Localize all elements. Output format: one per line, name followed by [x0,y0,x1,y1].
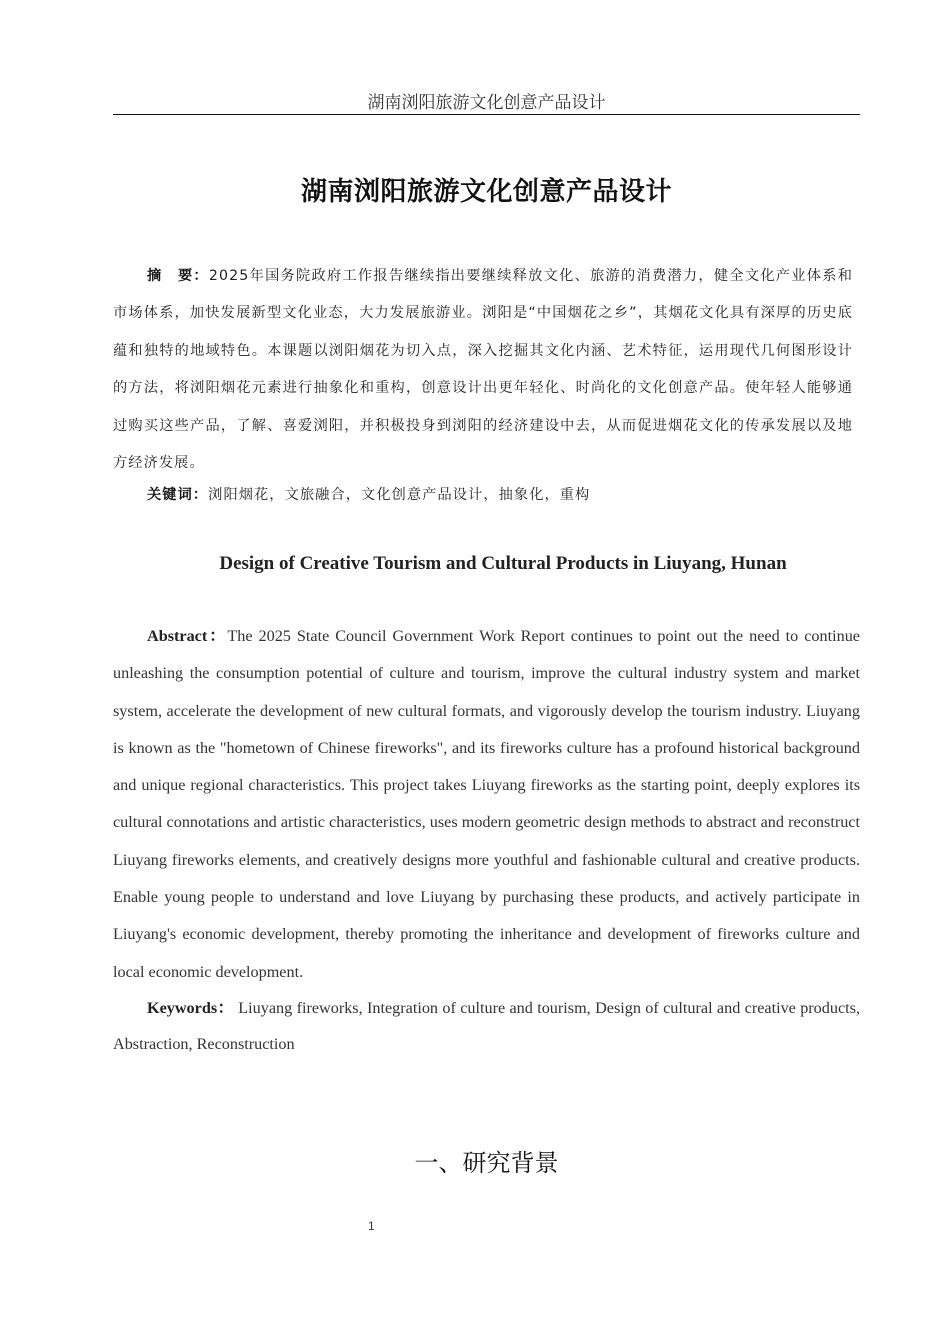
chinese-abstract-text: 2025年国务院政府工作报告继续指出要继续释放文化、旅游的消费潜力，健全文化产业体系和市场体系，加快发展新型文化业态，大力发展旅游业。浏阳是“中国烟花之乡”，其烟花文化具有深厚的历史底蕴和独特的地域特色。本课题以浏阳烟花为切入点，深入挖掘其文化内涵、艺术特征，运用现代几何图形设计的方法，将浏阳烟花元素进行抽象化和重构，创意设计出更年轻化、时尚化的文化创意产品。使年轻人能够通过购买这些产品，了解、喜爱浏阳，并积极投身到浏阳的经济建设中去，从而促进烟花文化的传承发展以及地方经济发展。 [113,268,853,472]
chinese-keywords-text: 浏阳烟花，文旅融合，文化创意产品设计，抽象化，重构 [208,487,591,503]
chinese-title: 湖南浏阳旅游文化创意产品设计 [300,177,672,207]
english-keywords [113,990,860,1062]
english-abstract-text: The 2025 State Council Government Work Report continues to point out the need to continue unleashing the consumption potential of culture and tourism, improve the cultural industry system and market system, accelerate the development of new cultural formats, and vigorously develop the tourism industry. Liuyang is known as the "hometown of Chinese fireworks", and its fireworks culture has a profound historical background and unique regional characteristics. This project takes Liuyang fireworks as the starting point, deeply explores its cultural connotations and artistic characteristics, uses modern geometric design methods to abstract and reconstruct Liuyang fireworks elements, and creatively designs more youthful and fashionable cultural and creative products. Enable young people to understand and love Liuyang by purchasing these products, and actively participate in Liuyang's economic development, thereby promoting the inheritance and development of fireworks culture and local economic development. [113,627,860,981]
english-title: Design of Creative Tourism and Cultural Products in Liuyang, Hunan [219,553,787,574]
chinese-abstract [113,258,853,482]
chinese-abstract-label: 摘 要： [147,268,209,284]
english-abstract-label: Abstract： [147,627,228,645]
chinese-keywords-label: 关键词： [147,487,209,503]
running-header: 湖南浏阳旅游文化创意产品设计 [367,93,606,113]
header-rule [113,114,860,115]
english-abstract [113,618,860,991]
page-number: 1 [368,1219,375,1233]
section-heading: 一、研究背景 [414,1149,559,1177]
english-keywords-text: Liuyang fireworks, Integration of culture and tourism, Design of cultural and creative products, Abstraction, Reconstruction [113,999,860,1053]
chinese-keywords [113,480,853,510]
english-keywords-label: Keywords： [147,999,234,1017]
